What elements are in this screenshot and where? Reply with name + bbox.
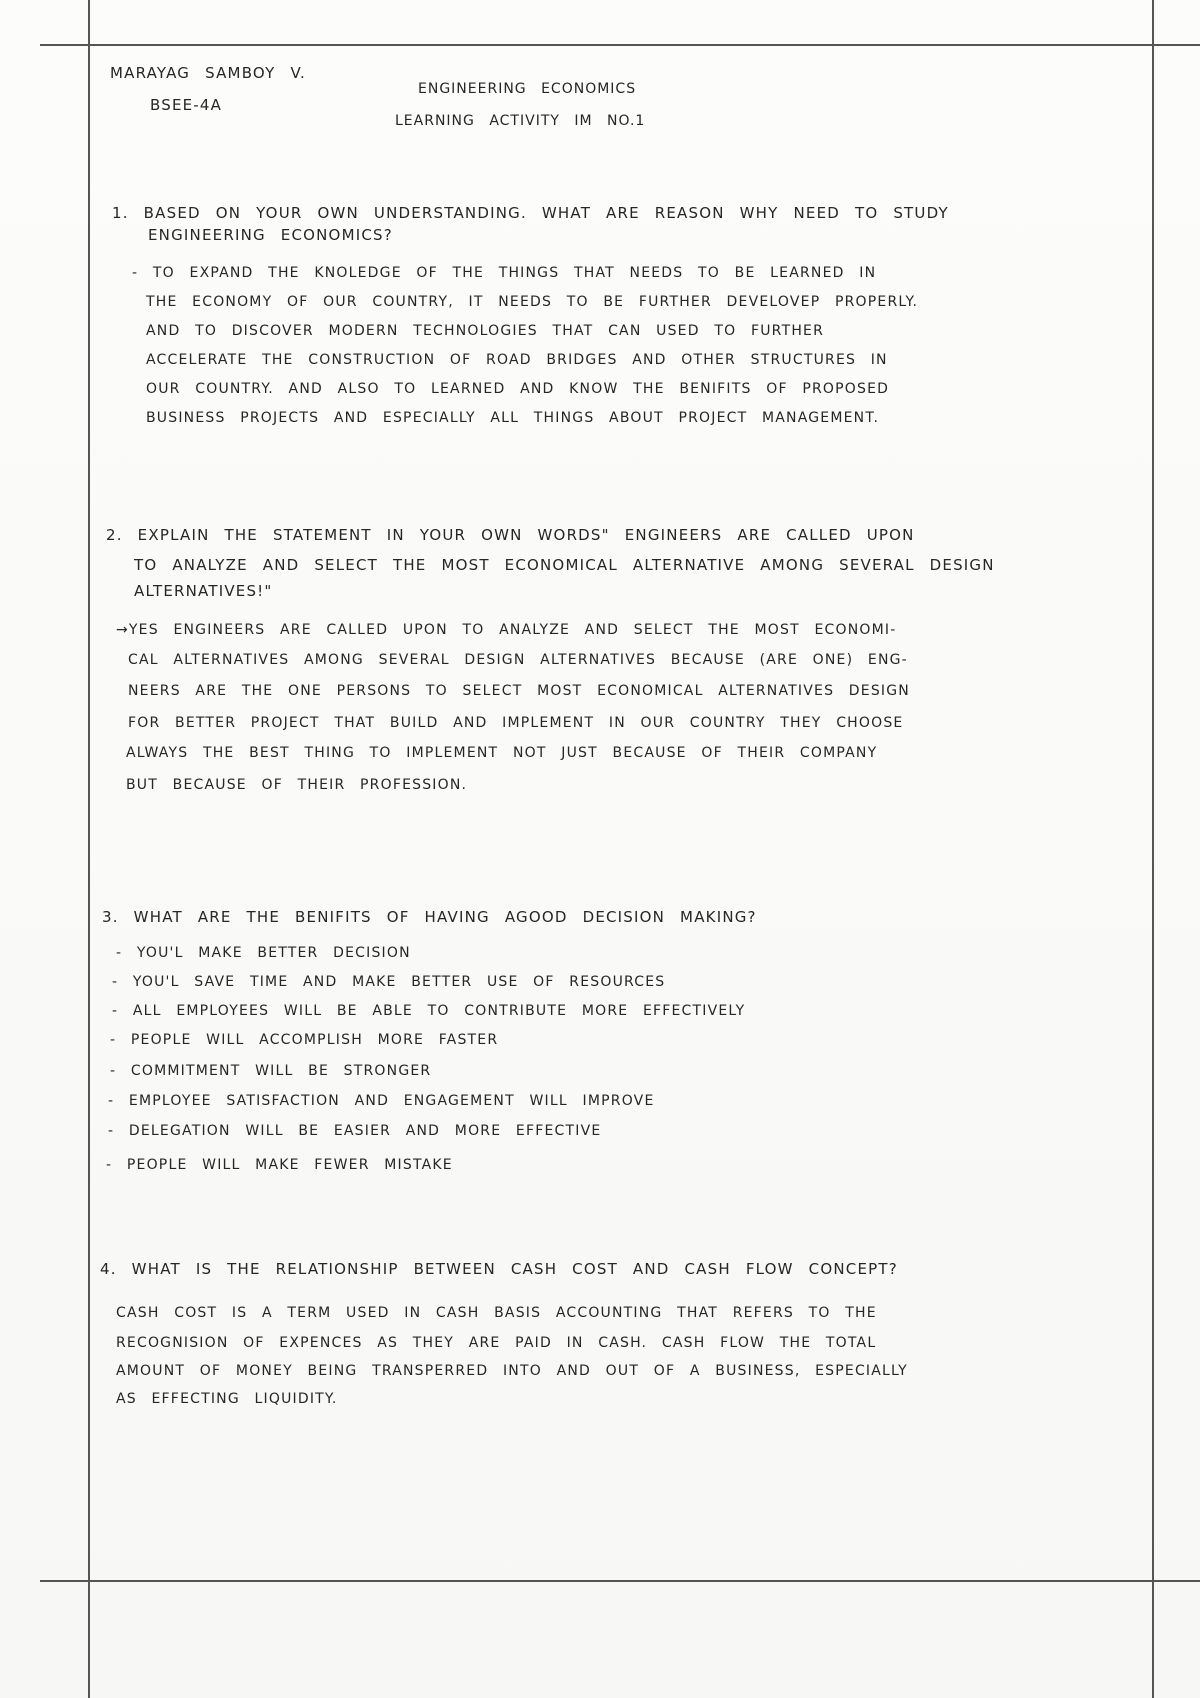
activity-title: LEARNING ACTIVITY IM NO.1 bbox=[395, 113, 646, 129]
left-margin-line bbox=[88, 0, 90, 1698]
q1-question-line: 1. BASED ON YOUR OWN UNDERSTANDING. WHAT ARE REASON WHY NEED TO STUDY bbox=[112, 204, 949, 222]
q4-answer-line: CASH COST IS A TERM USED IN CASH BASIS ACCOUNTING THAT REFERS TO THE bbox=[116, 1305, 877, 1321]
q1-answer-line: ACCELERATE THE CONSTRUCTION OF ROAD BRIDGES AND OTHER STRUCTURES IN bbox=[146, 352, 888, 368]
q2-answer-line: →YES ENGINEERS ARE CALLED UPON TO ANALYZE AND SELECT THE MOST ECONOMI- bbox=[116, 622, 897, 638]
q1-answer-line: AND TO DISCOVER MODERN TECHNOLOGIES THAT CAN USED TO FURTHER bbox=[146, 323, 825, 339]
q1-question-line: ENGINEERING ECONOMICS? bbox=[148, 226, 393, 244]
q4-question: 4. WHAT IS THE RELATIONSHIP BETWEEN CASH COST AND CASH FLOW CONCEPT? bbox=[100, 1260, 898, 1278]
q2-question-line: TO ANALYZE AND SELECT THE MOST ECONOMICAL ALTERNATIVE AMONG SEVERAL DESIGN bbox=[134, 556, 995, 574]
top-margin-line bbox=[40, 44, 1200, 46]
q2-answer-line: CAL ALTERNATIVES AMONG SEVERAL DESIGN ALTERNATIVES BECAUSE (ARE ONE) ENG- bbox=[128, 652, 908, 668]
q3-question: 3. WHAT ARE THE BENIFITS OF HAVING AGOOD DECISION MAKING? bbox=[102, 908, 757, 926]
bottom-margin-line bbox=[40, 1580, 1200, 1582]
q2-question-line: 2. EXPLAIN THE STATEMENT IN YOUR OWN WORDS" ENGINEERS ARE CALLED UPON bbox=[106, 526, 915, 544]
q1-answer-line: THE ECONOMY OF OUR COUNTRY, IT NEEDS TO BE FURTHER DEVELOVEP PROPERLY. bbox=[146, 294, 919, 310]
q2-answer-line: BUT BECAUSE OF THEIR PROFESSION. bbox=[126, 777, 468, 793]
student-section: BSEE-4A bbox=[150, 96, 223, 114]
student-name: MARAYAG SAMBOY V. bbox=[110, 64, 306, 82]
q1-answer-line: BUSINESS PROJECTS AND ESPECIALLY ALL THINGS ABOUT PROJECT MANAGEMENT. bbox=[146, 410, 880, 426]
q4-answer-line: AS EFFECTING LIQUIDITY. bbox=[116, 1391, 338, 1407]
q3-benefit-item: - COMMITMENT WILL BE STRONGER bbox=[110, 1063, 432, 1079]
q3-benefit-item: - YOU'L SAVE TIME AND MAKE BETTER USE OF RESOURCES bbox=[112, 974, 666, 990]
q1-answer-line: - TO EXPAND THE KNOLEDGE OF THE THINGS THAT NEEDS TO BE LEARNED IN bbox=[132, 265, 877, 281]
q3-benefit-item: - DELEGATION WILL BE EASIER AND MORE EFFECTIVE bbox=[108, 1123, 602, 1139]
q3-benefit-item: - PEOPLE WILL MAKE FEWER MISTAKE bbox=[106, 1157, 453, 1173]
q3-benefit-item: - EMPLOYEE SATISFACTION AND ENGAGEMENT WILL IMPROVE bbox=[108, 1093, 655, 1109]
q4-answer-line: AMOUNT OF MONEY BEING TRANSPERRED INTO AND OUT OF A BUSINESS, ESPECIALLY bbox=[116, 1363, 908, 1379]
q1-answer-line: OUR COUNTRY. AND ALSO TO LEARNED AND KNOW THE BENIFITS OF PROPOSED bbox=[146, 381, 890, 397]
q2-answer-line: ALWAYS THE BEST THING TO IMPLEMENT NOT JUST BECAUSE OF THEIR COMPANY bbox=[126, 745, 878, 761]
q2-answer-line: FOR BETTER PROJECT THAT BUILD AND IMPLEMENT IN OUR COUNTRY THEY CHOOSE bbox=[128, 715, 904, 731]
right-margin-line bbox=[1152, 0, 1154, 1698]
subject-title: ENGINEERING ECONOMICS bbox=[418, 81, 637, 97]
q3-benefit-item: - ALL EMPLOYEES WILL BE ABLE TO CONTRIBUTE MORE EFFECTIVELY bbox=[112, 1003, 746, 1019]
q3-benefit-item: - PEOPLE WILL ACCOMPLISH MORE FASTER bbox=[110, 1032, 499, 1048]
q3-benefit-item: - YOU'L MAKE BETTER DECISION bbox=[116, 945, 411, 961]
q2-answer-line: NEERS ARE THE ONE PERSONS TO SELECT MOST ECONOMICAL ALTERNATIVES DESIGN bbox=[128, 683, 910, 699]
q4-answer-line: RECOGNISION OF EXPENCES AS THEY ARE PAID IN CASH. CASH FLOW THE TOTAL bbox=[116, 1335, 877, 1351]
q2-question-line: ALTERNATIVES!" bbox=[134, 582, 273, 600]
